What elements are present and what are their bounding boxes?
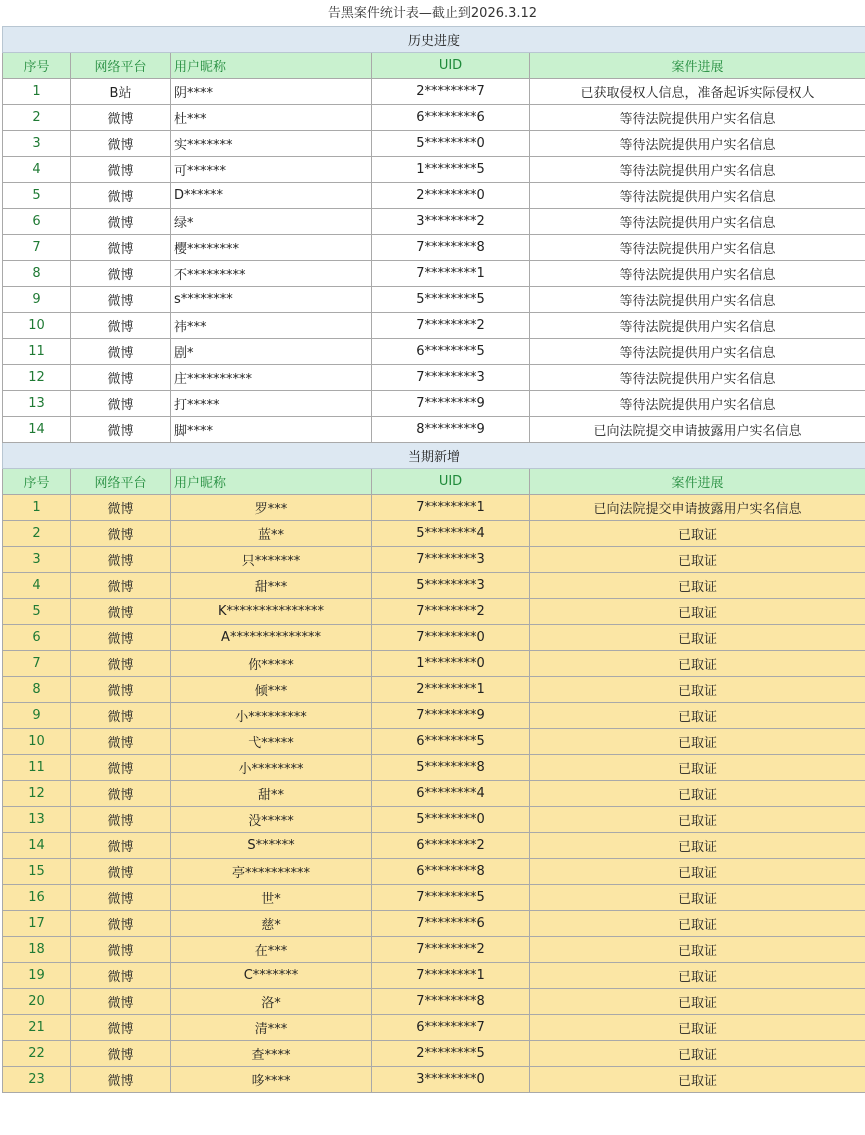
cell-uid[interactable]: 7********6	[372, 911, 530, 937]
cell-uid[interactable]: 7********2	[372, 599, 530, 625]
table-row	[3, 755, 865, 781]
cell-progress[interactable]: 已取证	[530, 625, 865, 651]
cell-platform[interactable]: 微博	[71, 365, 171, 391]
cell-platform[interactable]: B站	[71, 79, 171, 105]
cell-uid[interactable]: 2********7	[372, 79, 530, 105]
column-header-row	[3, 53, 865, 79]
cell-progress[interactable]: 已取证	[530, 963, 865, 989]
cell-nickname[interactable]: 可******	[171, 157, 372, 183]
cell-progress[interactable]: 已取证	[530, 781, 865, 807]
cell-platform[interactable]: 微博	[71, 495, 171, 521]
cell-seq[interactable]: 5	[3, 599, 71, 625]
table-row	[3, 729, 865, 755]
column-header-platform[interactable]: 网络平台	[71, 53, 171, 79]
cell-nickname[interactable]: C*******	[171, 963, 372, 989]
cell-nickname[interactable]: 樱********	[171, 235, 372, 261]
cell-platform[interactable]: 微博	[71, 833, 171, 859]
table-row	[3, 989, 865, 1015]
cell-progress[interactable]: 已取证	[530, 937, 865, 963]
cell-nickname[interactable]: 蓝**	[171, 521, 372, 547]
table-row	[3, 261, 865, 287]
cell-seq[interactable]: 1	[3, 495, 71, 521]
cell-nickname[interactable]: 绿*	[171, 209, 372, 235]
cell-nickname[interactable]: 洛*	[171, 989, 372, 1015]
case-table	[2, 26, 865, 1093]
column-header-nickname[interactable]: 用户昵称	[171, 53, 372, 79]
cell-progress[interactable]: 已取证	[530, 1041, 865, 1067]
cell-seq[interactable]: 6	[3, 625, 71, 651]
cell-nickname[interactable]: 不*********	[171, 261, 372, 287]
cell-progress[interactable]: 已取证	[530, 677, 865, 703]
cell-progress[interactable]: 已取证	[530, 885, 865, 911]
cell-nickname[interactable]: 脚****	[171, 417, 372, 443]
cell-uid[interactable]: 7********2	[372, 313, 530, 339]
cell-platform[interactable]: 微博	[71, 547, 171, 573]
cell-nickname[interactable]: 查****	[171, 1041, 372, 1067]
cell-nickname[interactable]: 清***	[171, 1015, 372, 1041]
cell-seq[interactable]: 3	[3, 131, 71, 157]
table-row	[3, 131, 865, 157]
column-header-uid[interactable]: UID	[372, 469, 530, 495]
cell-uid[interactable]: 3********0	[372, 1067, 530, 1093]
table-row	[3, 963, 865, 989]
cell-nickname[interactable]: 小*********	[171, 703, 372, 729]
column-header-seq[interactable]: 序号	[3, 469, 71, 495]
cell-uid[interactable]: 7********1	[372, 495, 530, 521]
cell-uid[interactable]: 8********9	[372, 417, 530, 443]
table-row	[3, 937, 865, 963]
column-header-uid[interactable]: UID	[372, 53, 530, 79]
cell-seq[interactable]: 21	[3, 1015, 71, 1041]
cell-nickname[interactable]: A**************	[171, 625, 372, 651]
cell-platform[interactable]: 微博	[71, 261, 171, 287]
cell-nickname[interactable]: 只*******	[171, 547, 372, 573]
table-row	[3, 599, 865, 625]
cell-uid[interactable]: 6********7	[372, 1015, 530, 1041]
cell-platform[interactable]: 微博	[71, 1041, 171, 1067]
column-header-nickname[interactable]: 用户昵称	[171, 469, 372, 495]
cell-uid[interactable]: 2********5	[372, 1041, 530, 1067]
column-header-progress[interactable]: 案件进展	[530, 53, 865, 79]
table-row	[3, 547, 865, 573]
cell-platform[interactable]: 微博	[71, 235, 171, 261]
cell-platform[interactable]: 微博	[71, 807, 171, 833]
table-row	[3, 183, 865, 209]
cell-seq[interactable]: 14	[3, 417, 71, 443]
cell-seq[interactable]: 8	[3, 677, 71, 703]
cell-uid[interactable]: 7********1	[372, 963, 530, 989]
cell-uid[interactable]: 7********3	[372, 547, 530, 573]
cell-nickname[interactable]: 打*****	[171, 391, 372, 417]
cell-seq[interactable]: 12	[3, 781, 71, 807]
cell-progress[interactable]: 已取证	[530, 755, 865, 781]
table-row	[3, 521, 865, 547]
cell-progress[interactable]: 等待法院提供用户实名信息	[530, 183, 865, 209]
cell-platform[interactable]: 微博	[71, 625, 171, 651]
table-row	[3, 833, 865, 859]
cell-progress[interactable]: 等待法院提供用户实名信息	[530, 157, 865, 183]
table-row	[3, 677, 865, 703]
cell-uid[interactable]: 7********8	[372, 989, 530, 1015]
column-header-progress[interactable]: 案件进展	[530, 469, 865, 495]
cell-seq[interactable]: 19	[3, 963, 71, 989]
cell-platform[interactable]: 微博	[71, 1067, 171, 1093]
column-header-platform[interactable]: 网络平台	[71, 469, 171, 495]
cell-progress[interactable]: 已取证	[530, 521, 865, 547]
cell-seq[interactable]: 11	[3, 339, 71, 365]
cell-uid[interactable]: 1********5	[372, 157, 530, 183]
cell-seq[interactable]: 22	[3, 1041, 71, 1067]
cell-platform[interactable]: 微博	[71, 859, 171, 885]
cell-uid[interactable]: 5********0	[372, 131, 530, 157]
cell-nickname[interactable]: 庄**********	[171, 365, 372, 391]
cell-progress[interactable]: 已取证	[530, 1015, 865, 1041]
cell-seq[interactable]: 14	[3, 833, 71, 859]
cell-platform[interactable]: 微博	[71, 183, 171, 209]
cell-seq[interactable]: 12	[3, 365, 71, 391]
cell-progress[interactable]: 已取证	[530, 651, 865, 677]
cell-platform[interactable]: 微博	[71, 781, 171, 807]
sheet-title: 告黑案件统计表—截止到2026.3.12	[327, 6, 538, 21]
cell-platform[interactable]: 微博	[71, 937, 171, 963]
cell-uid[interactable]: 5********0	[372, 807, 530, 833]
cell-platform[interactable]: 微博	[71, 521, 171, 547]
cell-uid[interactable]: 6********6	[372, 105, 530, 131]
cell-nickname[interactable]: D******	[171, 183, 372, 209]
cell-progress[interactable]: 已取证	[530, 599, 865, 625]
cell-nickname[interactable]: 阴****	[171, 79, 372, 105]
cell-nickname[interactable]: 甜***	[171, 573, 372, 599]
cell-progress[interactable]: 已获取侵权人信息，准备起诉实际侵权人	[530, 79, 865, 105]
cell-progress[interactable]: 等待法院提供用户实名信息	[530, 287, 865, 313]
cell-platform[interactable]: 微博	[71, 677, 171, 703]
cell-progress[interactable]: 等待法院提供用户实名信息	[530, 391, 865, 417]
cell-uid[interactable]: 1********0	[372, 651, 530, 677]
table-row	[3, 1067, 865, 1093]
table-row	[3, 885, 865, 911]
cell-progress[interactable]: 等待法院提供用户实名信息	[530, 131, 865, 157]
cell-progress[interactable]: 已取证	[530, 573, 865, 599]
cell-nickname[interactable]: 没*****	[171, 807, 372, 833]
cell-platform[interactable]: 微博	[71, 573, 171, 599]
section-label: 历史进度	[3, 27, 865, 53]
cell-uid[interactable]: 6********5	[372, 729, 530, 755]
cell-uid[interactable]: 7********2	[372, 937, 530, 963]
cell-uid[interactable]: 3********2	[372, 209, 530, 235]
cell-nickname[interactable]: 哆****	[171, 1067, 372, 1093]
cell-nickname[interactable]: 祎***	[171, 313, 372, 339]
cell-platform[interactable]: 微博	[71, 131, 171, 157]
cell-platform[interactable]: 微博	[71, 417, 171, 443]
table-row	[3, 157, 865, 183]
cell-progress[interactable]: 已取证	[530, 833, 865, 859]
cell-seq[interactable]: 2	[3, 521, 71, 547]
cell-seq[interactable]: 2	[3, 105, 71, 131]
cell-seq[interactable]: 7	[3, 651, 71, 677]
cell-platform[interactable]: 微博	[71, 599, 171, 625]
cell-nickname[interactable]: 亭**********	[171, 859, 372, 885]
cell-platform[interactable]: 微博	[71, 651, 171, 677]
cell-seq[interactable]: 10	[3, 313, 71, 339]
cell-seq[interactable]: 10	[3, 729, 71, 755]
cell-uid[interactable]: 5********4	[372, 521, 530, 547]
cell-nickname[interactable]: 弋*****	[171, 729, 372, 755]
cell-seq[interactable]: 17	[3, 911, 71, 937]
section-current-header	[3, 443, 865, 469]
cell-seq[interactable]: 23	[3, 1067, 71, 1093]
table-row	[3, 495, 865, 521]
cell-platform[interactable]: 微博	[71, 313, 171, 339]
cell-nickname[interactable]: 倾***	[171, 677, 372, 703]
cell-progress[interactable]: 已向法院提交申请披露用户实名信息	[530, 495, 865, 521]
cell-platform[interactable]: 微博	[71, 1015, 171, 1041]
table-row	[3, 313, 865, 339]
section-label: 当期新增	[3, 443, 865, 469]
cell-seq[interactable]: 13	[3, 391, 71, 417]
cell-platform[interactable]: 微博	[71, 963, 171, 989]
table-row	[3, 365, 865, 391]
table-row	[3, 1015, 865, 1041]
cell-platform[interactable]: 微博	[71, 105, 171, 131]
column-header-seq[interactable]: 序号	[3, 53, 71, 79]
cell-progress[interactable]: 已取证	[530, 547, 865, 573]
cell-seq[interactable]: 11	[3, 755, 71, 781]
cell-uid[interactable]: 5********5	[372, 287, 530, 313]
cell-platform[interactable]: 微博	[71, 989, 171, 1015]
cell-seq[interactable]: 5	[3, 183, 71, 209]
cell-progress[interactable]: 已取证	[530, 859, 865, 885]
cell-uid[interactable]: 7********9	[372, 391, 530, 417]
table-row	[3, 911, 865, 937]
table-row	[3, 807, 865, 833]
table-row	[3, 651, 865, 677]
cell-progress[interactable]: 已向法院提交申请披露用户实名信息	[530, 417, 865, 443]
cell-nickname[interactable]: 小********	[171, 755, 372, 781]
table-row	[3, 79, 865, 105]
cell-seq[interactable]: 7	[3, 235, 71, 261]
cell-nickname[interactable]: 剧*	[171, 339, 372, 365]
cell-progress[interactable]: 已取证	[530, 911, 865, 937]
cell-platform[interactable]: 微博	[71, 911, 171, 937]
cell-uid[interactable]: 5********8	[372, 755, 530, 781]
table-row	[3, 235, 865, 261]
table-row	[3, 625, 865, 651]
table-row	[3, 417, 865, 443]
cell-progress[interactable]: 等待法院提供用户实名信息	[530, 365, 865, 391]
section-history-header	[3, 27, 865, 53]
cell-progress[interactable]: 已取证	[530, 807, 865, 833]
cell-nickname[interactable]: 甜**	[171, 781, 372, 807]
cell-uid[interactable]: 6********4	[372, 781, 530, 807]
cell-uid[interactable]: 7********0	[372, 625, 530, 651]
cell-progress[interactable]: 等待法院提供用户实名信息	[530, 235, 865, 261]
cell-seq[interactable]: 16	[3, 885, 71, 911]
cell-platform[interactable]: 微博	[71, 157, 171, 183]
cell-uid[interactable]: 7********9	[372, 703, 530, 729]
cell-uid[interactable]: 6********2	[372, 833, 530, 859]
table-row	[3, 781, 865, 807]
cell-uid[interactable]: 7********8	[372, 235, 530, 261]
cell-progress[interactable]: 已取证	[530, 729, 865, 755]
cell-seq[interactable]: 4	[3, 573, 71, 599]
table-row	[3, 209, 865, 235]
table-row	[3, 391, 865, 417]
cell-nickname[interactable]: 在***	[171, 937, 372, 963]
cell-progress[interactable]: 等待法院提供用户实名信息	[530, 105, 865, 131]
cell-platform[interactable]: 微博	[71, 755, 171, 781]
cell-nickname[interactable]: 慈*	[171, 911, 372, 937]
cell-progress[interactable]: 已取证	[530, 989, 865, 1015]
cell-seq[interactable]: 13	[3, 807, 71, 833]
cell-seq[interactable]: 1	[3, 79, 71, 105]
cell-platform[interactable]: 微博	[71, 885, 171, 911]
cell-uid[interactable]: 7********5	[372, 885, 530, 911]
cell-nickname[interactable]: 世*	[171, 885, 372, 911]
cell-progress[interactable]: 等待法院提供用户实名信息	[530, 339, 865, 365]
cell-nickname[interactable]: 你*****	[171, 651, 372, 677]
column-header-row	[3, 469, 865, 495]
cell-seq[interactable]: 15	[3, 859, 71, 885]
cell-uid[interactable]: 7********3	[372, 365, 530, 391]
table-row	[3, 573, 865, 599]
table-row	[3, 287, 865, 313]
table-row	[3, 859, 865, 885]
cell-progress[interactable]: 已取证	[530, 703, 865, 729]
cell-uid[interactable]: 2********0	[372, 183, 530, 209]
cell-seq[interactable]: 20	[3, 989, 71, 1015]
cell-uid[interactable]: 2********1	[372, 677, 530, 703]
cell-uid[interactable]: 6********8	[372, 859, 530, 885]
cell-uid[interactable]: 6********5	[372, 339, 530, 365]
cell-seq[interactable]: 3	[3, 547, 71, 573]
table-row	[3, 339, 865, 365]
cell-progress[interactable]: 已取证	[530, 1067, 865, 1093]
table-row	[3, 1041, 865, 1067]
cell-platform[interactable]: 微博	[71, 729, 171, 755]
cell-nickname[interactable]: 杜***	[171, 105, 372, 131]
cell-platform[interactable]: 微博	[71, 703, 171, 729]
cell-seq[interactable]: 4	[3, 157, 71, 183]
cell-uid[interactable]: 7********1	[372, 261, 530, 287]
cell-platform[interactable]: 微博	[71, 339, 171, 365]
cell-seq[interactable]: 9	[3, 703, 71, 729]
cell-platform[interactable]: 微博	[71, 287, 171, 313]
table-row	[3, 703, 865, 729]
cell-seq[interactable]: 8	[3, 261, 71, 287]
cell-nickname[interactable]: S******	[171, 833, 372, 859]
cell-platform[interactable]: 微博	[71, 391, 171, 417]
cell-progress[interactable]: 等待法院提供用户实名信息	[530, 313, 865, 339]
cell-uid[interactable]: 5********3	[372, 573, 530, 599]
cell-seq[interactable]: 6	[3, 209, 71, 235]
cell-seq[interactable]: 18	[3, 937, 71, 963]
cell-progress[interactable]: 等待法院提供用户实名信息	[530, 209, 865, 235]
cell-nickname[interactable]: s********	[171, 287, 372, 313]
cell-nickname[interactable]: K***************	[171, 599, 372, 625]
cell-nickname[interactable]: 罗***	[171, 495, 372, 521]
table-row	[3, 105, 865, 131]
cell-platform[interactable]: 微博	[71, 209, 171, 235]
cell-seq[interactable]: 9	[3, 287, 71, 313]
cell-nickname[interactable]: 实*******	[171, 131, 372, 157]
cell-progress[interactable]: 等待法院提供用户实名信息	[530, 261, 865, 287]
